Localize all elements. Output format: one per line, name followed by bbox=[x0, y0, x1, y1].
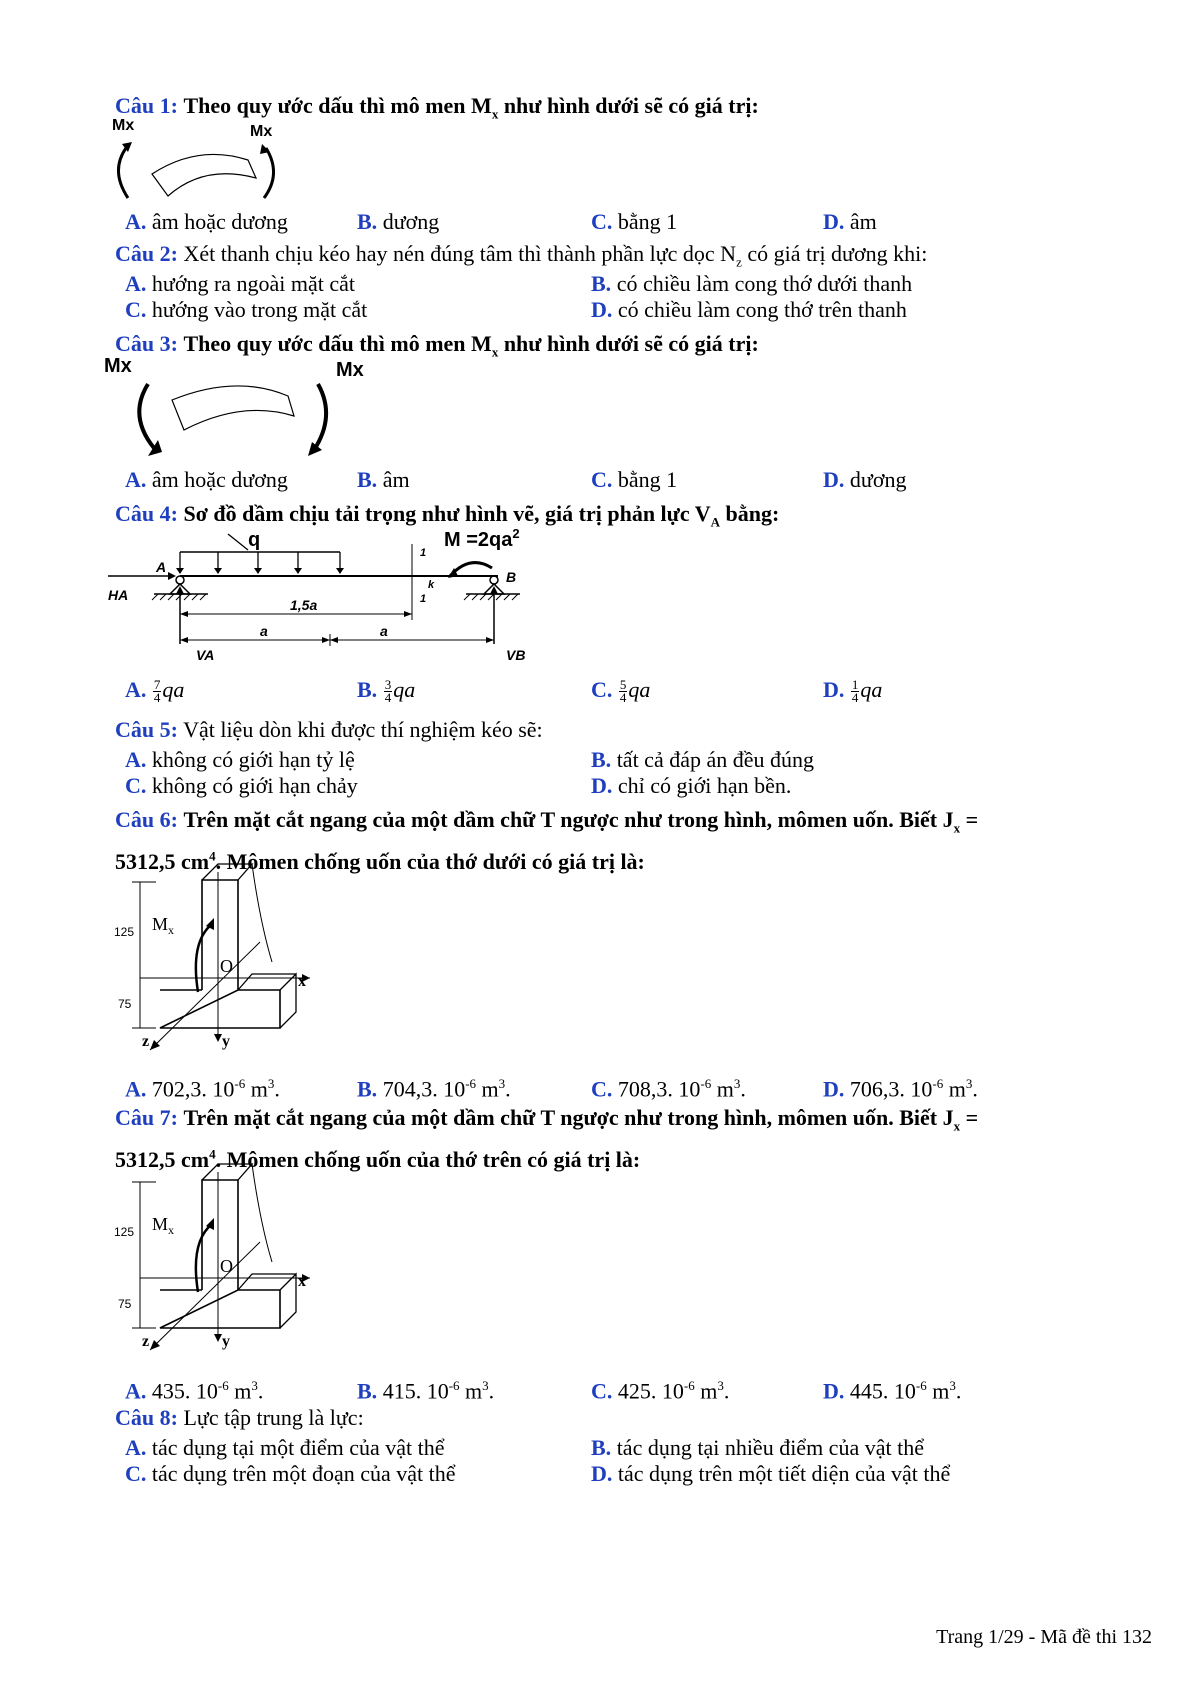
question-number: Câu 7: bbox=[115, 1105, 178, 1130]
q4-option-a[interactable]: A. $\frac{7}{4}$ qa bbox=[125, 677, 185, 706]
length-1-5a: 1,5a bbox=[290, 597, 318, 613]
question-text: Trên mặt cắt ngang của một dầm chữ T ngược như trong hình, mômen uốn. Biết $J_x$ = bbox=[183, 807, 979, 836]
vb-label: VB bbox=[506, 647, 526, 663]
q2-option-c[interactable]: C. hướng vào trong mặt cắt bbox=[125, 297, 368, 322]
q5-option-b[interactable]: B. tất cả đáp án đều đúng bbox=[591, 747, 814, 772]
question-text: Theo quy ước dấu thì mô men $M_x$ như hình dưới sẽ có giá trị: bbox=[183, 331, 759, 360]
length-a-1: a bbox=[260, 623, 268, 639]
q3-option-b[interactable]: B. âm bbox=[357, 467, 410, 492]
question-number: Câu 5: bbox=[115, 717, 178, 742]
q3-option-a[interactable]: A. âm hoặc dương bbox=[125, 467, 288, 492]
q7-option-b[interactable]: B. 415. $10^{-6}$ $m^3$. bbox=[357, 1378, 495, 1404]
q1-option-c[interactable]: C. bằng 1 bbox=[591, 209, 678, 234]
q2-option-a[interactable]: A. hướng ra ngoài mặt cắt bbox=[125, 271, 356, 296]
q1-option-d[interactable]: D. âm bbox=[823, 209, 877, 234]
q6-option-d[interactable]: D. 706,3. $10^{-6}$ $m^3$. bbox=[823, 1076, 978, 1102]
moment-sign-figure-3 bbox=[100, 354, 390, 464]
mx-label: $M_x$ bbox=[152, 1214, 175, 1237]
question-number: Câu 2: bbox=[115, 241, 178, 266]
q4-option-c[interactable]: C. $\frac{5}{4}$ qa bbox=[591, 677, 651, 706]
q3-option-c[interactable]: C. bằng 1 bbox=[591, 467, 678, 492]
q5-option-d[interactable]: D. chỉ có giới hạn bền. bbox=[591, 773, 792, 798]
q4-option-d[interactable]: D. $\frac{1}{4}$ qa bbox=[823, 677, 883, 706]
question-number: Câu 3: bbox=[115, 331, 178, 356]
axis-x-label: x bbox=[298, 973, 306, 990]
question-5 bbox=[115, 716, 1100, 744]
q2-option-d[interactable]: D. có chiều làm cong thớ trên thanh bbox=[591, 297, 907, 322]
q8-option-c[interactable]: C. tác dụng trên một đoạn của vật thể bbox=[125, 1461, 456, 1486]
q6-option-b[interactable]: B. 704,3. $10^{-6}$ $m^3$. bbox=[357, 1076, 511, 1102]
va-label: VA bbox=[196, 647, 215, 663]
q7-option-c[interactable]: C. 425. $10^{-6}$ $m^3$. bbox=[591, 1378, 730, 1404]
length-a-2: a bbox=[380, 623, 388, 639]
page-footer: Trang 1/29 - Mã đề thi 132 bbox=[936, 1626, 1152, 1648]
mx-label-right: Mx bbox=[250, 123, 273, 140]
axis-z-label: z bbox=[142, 1333, 150, 1350]
question-text: Xét thanh chịu kéo hay nén đúng tâm thì thành phần lực dọc $N_z$ có giá trị dương khi: bbox=[183, 241, 928, 270]
axis-y-label: y bbox=[222, 1333, 230, 1350]
question-text-line-2: 5312,5 $cm^4$. Mômen chống uốn của thớ dưới có giá trị là: bbox=[115, 848, 645, 874]
support-a-label: A bbox=[156, 559, 167, 575]
mx-label-left: Mx bbox=[112, 117, 135, 134]
t-section-figure-6 bbox=[110, 862, 340, 1062]
support-b-label: B bbox=[506, 569, 517, 585]
origin-o-label: O bbox=[220, 1256, 233, 1276]
origin-o-label: O bbox=[220, 956, 233, 976]
q1-option-b[interactable]: B. dương bbox=[357, 209, 440, 234]
q5-option-c[interactable]: C. không có giới hạn chảy bbox=[125, 773, 358, 798]
question-number: Câu 6: bbox=[115, 807, 178, 832]
question-8 bbox=[115, 1404, 1100, 1432]
dim-75: 75 bbox=[118, 997, 132, 1011]
question-text: Vật liệu dòn khi được thí nghiệm kéo sẽ: bbox=[183, 717, 543, 742]
q1-option-a[interactable]: A. âm hoặc dương bbox=[125, 209, 288, 234]
question-number: Câu 4: bbox=[115, 501, 178, 526]
q7-option-a[interactable]: A. 435. $10^{-6}$ $m^3$. bbox=[125, 1378, 264, 1404]
dim-125: 125 bbox=[114, 1225, 135, 1239]
dim-125: 125 bbox=[114, 925, 135, 939]
question-number: Câu 8: bbox=[115, 1405, 178, 1430]
beam-diagram bbox=[108, 524, 538, 666]
dim-75: 75 bbox=[118, 1297, 132, 1311]
question-text-line-2: 5312,5 $cm^4$. Mômen chống uốn của thớ trên có giá trị là: bbox=[115, 1146, 641, 1172]
t-section-figure-7 bbox=[110, 1162, 340, 1362]
mx-label: $M_x$ bbox=[152, 914, 175, 937]
q4-option-b[interactable]: B. $\frac{3}{4}$ qa bbox=[357, 677, 416, 706]
q5-option-a[interactable]: A. không có giới hạn tỷ lệ bbox=[125, 747, 355, 772]
section-mark-bottom: 1 bbox=[420, 593, 427, 605]
moment-sign-figure-1 bbox=[108, 116, 308, 216]
q7-option-d[interactable]: D. 445. $10^{-6}$ $m^3$. bbox=[823, 1378, 962, 1404]
question-text: Lực tập trung là lực: bbox=[183, 1405, 364, 1430]
question-text: Trên mặt cắt ngang của một dầm chữ T ngược như trong hình, mômen uốn. Biết $J_x$ = bbox=[183, 1105, 979, 1134]
q8-option-b[interactable]: B. tác dụng tại nhiều điểm của vật thể bbox=[591, 1435, 924, 1460]
mx-label-left: Mx bbox=[104, 355, 132, 377]
axis-z-label: z bbox=[142, 1033, 150, 1050]
load-q-label: q bbox=[248, 529, 261, 551]
axis-y-label: y bbox=[222, 1033, 230, 1050]
q6-option-a[interactable]: A. 702,3. $10^{-6}$ $m^3$. bbox=[125, 1076, 280, 1102]
section-mark-top: 1 bbox=[420, 547, 427, 559]
axis-x-label: x bbox=[298, 1273, 306, 1290]
q3-option-d[interactable]: D. dương bbox=[823, 467, 907, 492]
moment-label: $M =2qa^2$ bbox=[444, 526, 520, 551]
question-text: Sơ đồ dầm chịu tải trọng như hình vẽ, giá trị phản lực $V_A$ bằng: bbox=[183, 501, 780, 530]
q6-option-c[interactable]: C. 708,3. $10^{-6}$ $m^3$. bbox=[591, 1076, 746, 1102]
section-k-label: k bbox=[428, 579, 435, 591]
ha-label: HA bbox=[108, 587, 129, 603]
q8-option-a[interactable]: A. tác dụng tại một điểm của vật thể bbox=[125, 1435, 445, 1460]
q2-option-b[interactable]: B. có chiều làm cong thớ dưới thanh bbox=[591, 271, 913, 296]
question-text: Theo quy ước dấu thì mô men $M_x$ như hình dưới sẽ có giá trị: bbox=[183, 93, 759, 122]
mx-label-right: Mx bbox=[336, 359, 364, 381]
question-number: Câu 1: bbox=[115, 93, 178, 118]
q8-option-d[interactable]: D. tác dụng trên một tiết diện của vật thể bbox=[591, 1461, 951, 1486]
